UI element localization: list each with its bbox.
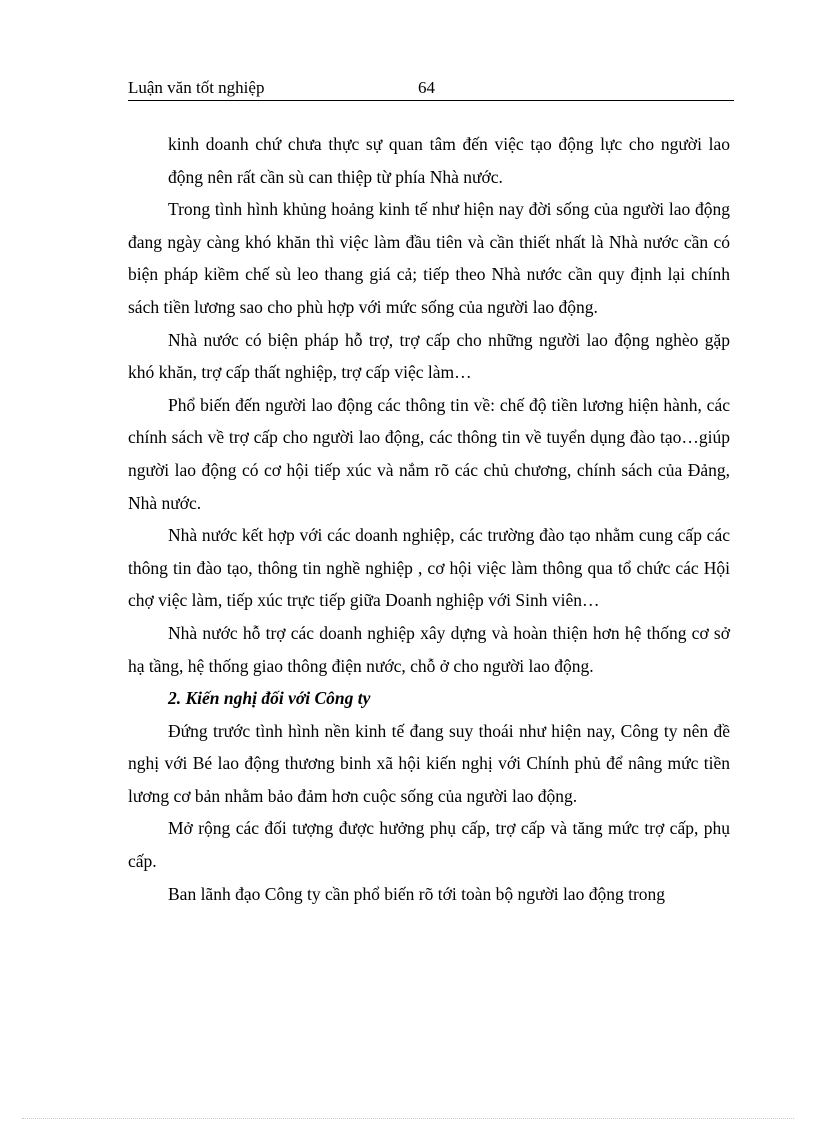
paragraph: Đứng trước tình hình nền kinh tế đang suy thoái như hiện nay, Công ty nên đề nghị với Bé lao động thương binh xã hội kiến nghị với Chính phủ để nâng mức tiền lương cơ bản nhằm bảo đảm hơn cuộc sống của người lao động. <box>128 720 730 806</box>
paragraph: Nhà nước có biện pháp hỗ trợ, trợ cấp cho những người lao động nghèo gặp khó khăn, trợ cấp thất nghiệp, trợ cấp việc làm… <box>128 329 730 383</box>
paragraph: Nhà nước hỗ trợ các doanh nghiệp xây dựng và hoàn thiện hơn hệ thống cơ sở hạ tầng, hệ thống giao thông điện nước, chỗ ở cho người lao động. <box>128 622 730 676</box>
paragraph: Phổ biến đến người lao động các thông tin về: chế độ tiền lương hiện hành, các chính sách về trợ cấp cho người lao động, các thông tin về tuyển dụng đào tạo…giúp người lao động có cơ hội tiếp xúc và nắm rõ các chủ chương, chính sách của Đảng, Nhà nước. <box>128 394 730 513</box>
paragraph: Mở rộng các đối tượng được hưởng phụ cấp, trợ cấp và tăng mức trợ cấp, phụ cấp. <box>128 818 730 872</box>
paragraph: Trong tình hình khủng hoảng kinh tế như hiện nay đời sống của người lao động đang ngày càng khó khăn thì việc làm đầu tiên và cần thiết nhất là Nhà nước cần có biện pháp kiềm chế sù leo thang giá cả; tiếp theo Nhà nước cần quy định lại chính sách tiền lương sao cho phù hợp với mức sống của người lao động. <box>128 199 730 317</box>
paragraph-continuation: kinh doanh chứ chưa thực sự quan tâm đến việc tạo động lực cho người lao động nên rất cần sù can thiệp từ phía Nhà nước. <box>168 134 730 187</box>
section-heading: 2. Kiến nghị đối với Công ty <box>168 688 371 709</box>
page-number: 64 <box>418 78 435 97</box>
page-header <box>128 74 734 101</box>
page-bottom-edge <box>22 1118 794 1119</box>
paragraph: Ban lãnh đạo Công ty cần phổ biến rõ tới toàn bộ người lao động trong <box>168 883 666 904</box>
paragraph: Nhà nước kết hợp với các doanh nghiệp, các trường đào tạo nhằm cung cấp các thông tin đào tạo, thông tin nghề nghiệp , cơ hội việc làm thông qua tổ chức các Hội chợ việc làm, tiếp xúc trực tiếp giữa Doanh nghiệp với Sinh viên… <box>128 525 730 611</box>
body-text <box>128 128 730 910</box>
header-title: Luận văn tốt nghiệp <box>128 78 265 97</box>
